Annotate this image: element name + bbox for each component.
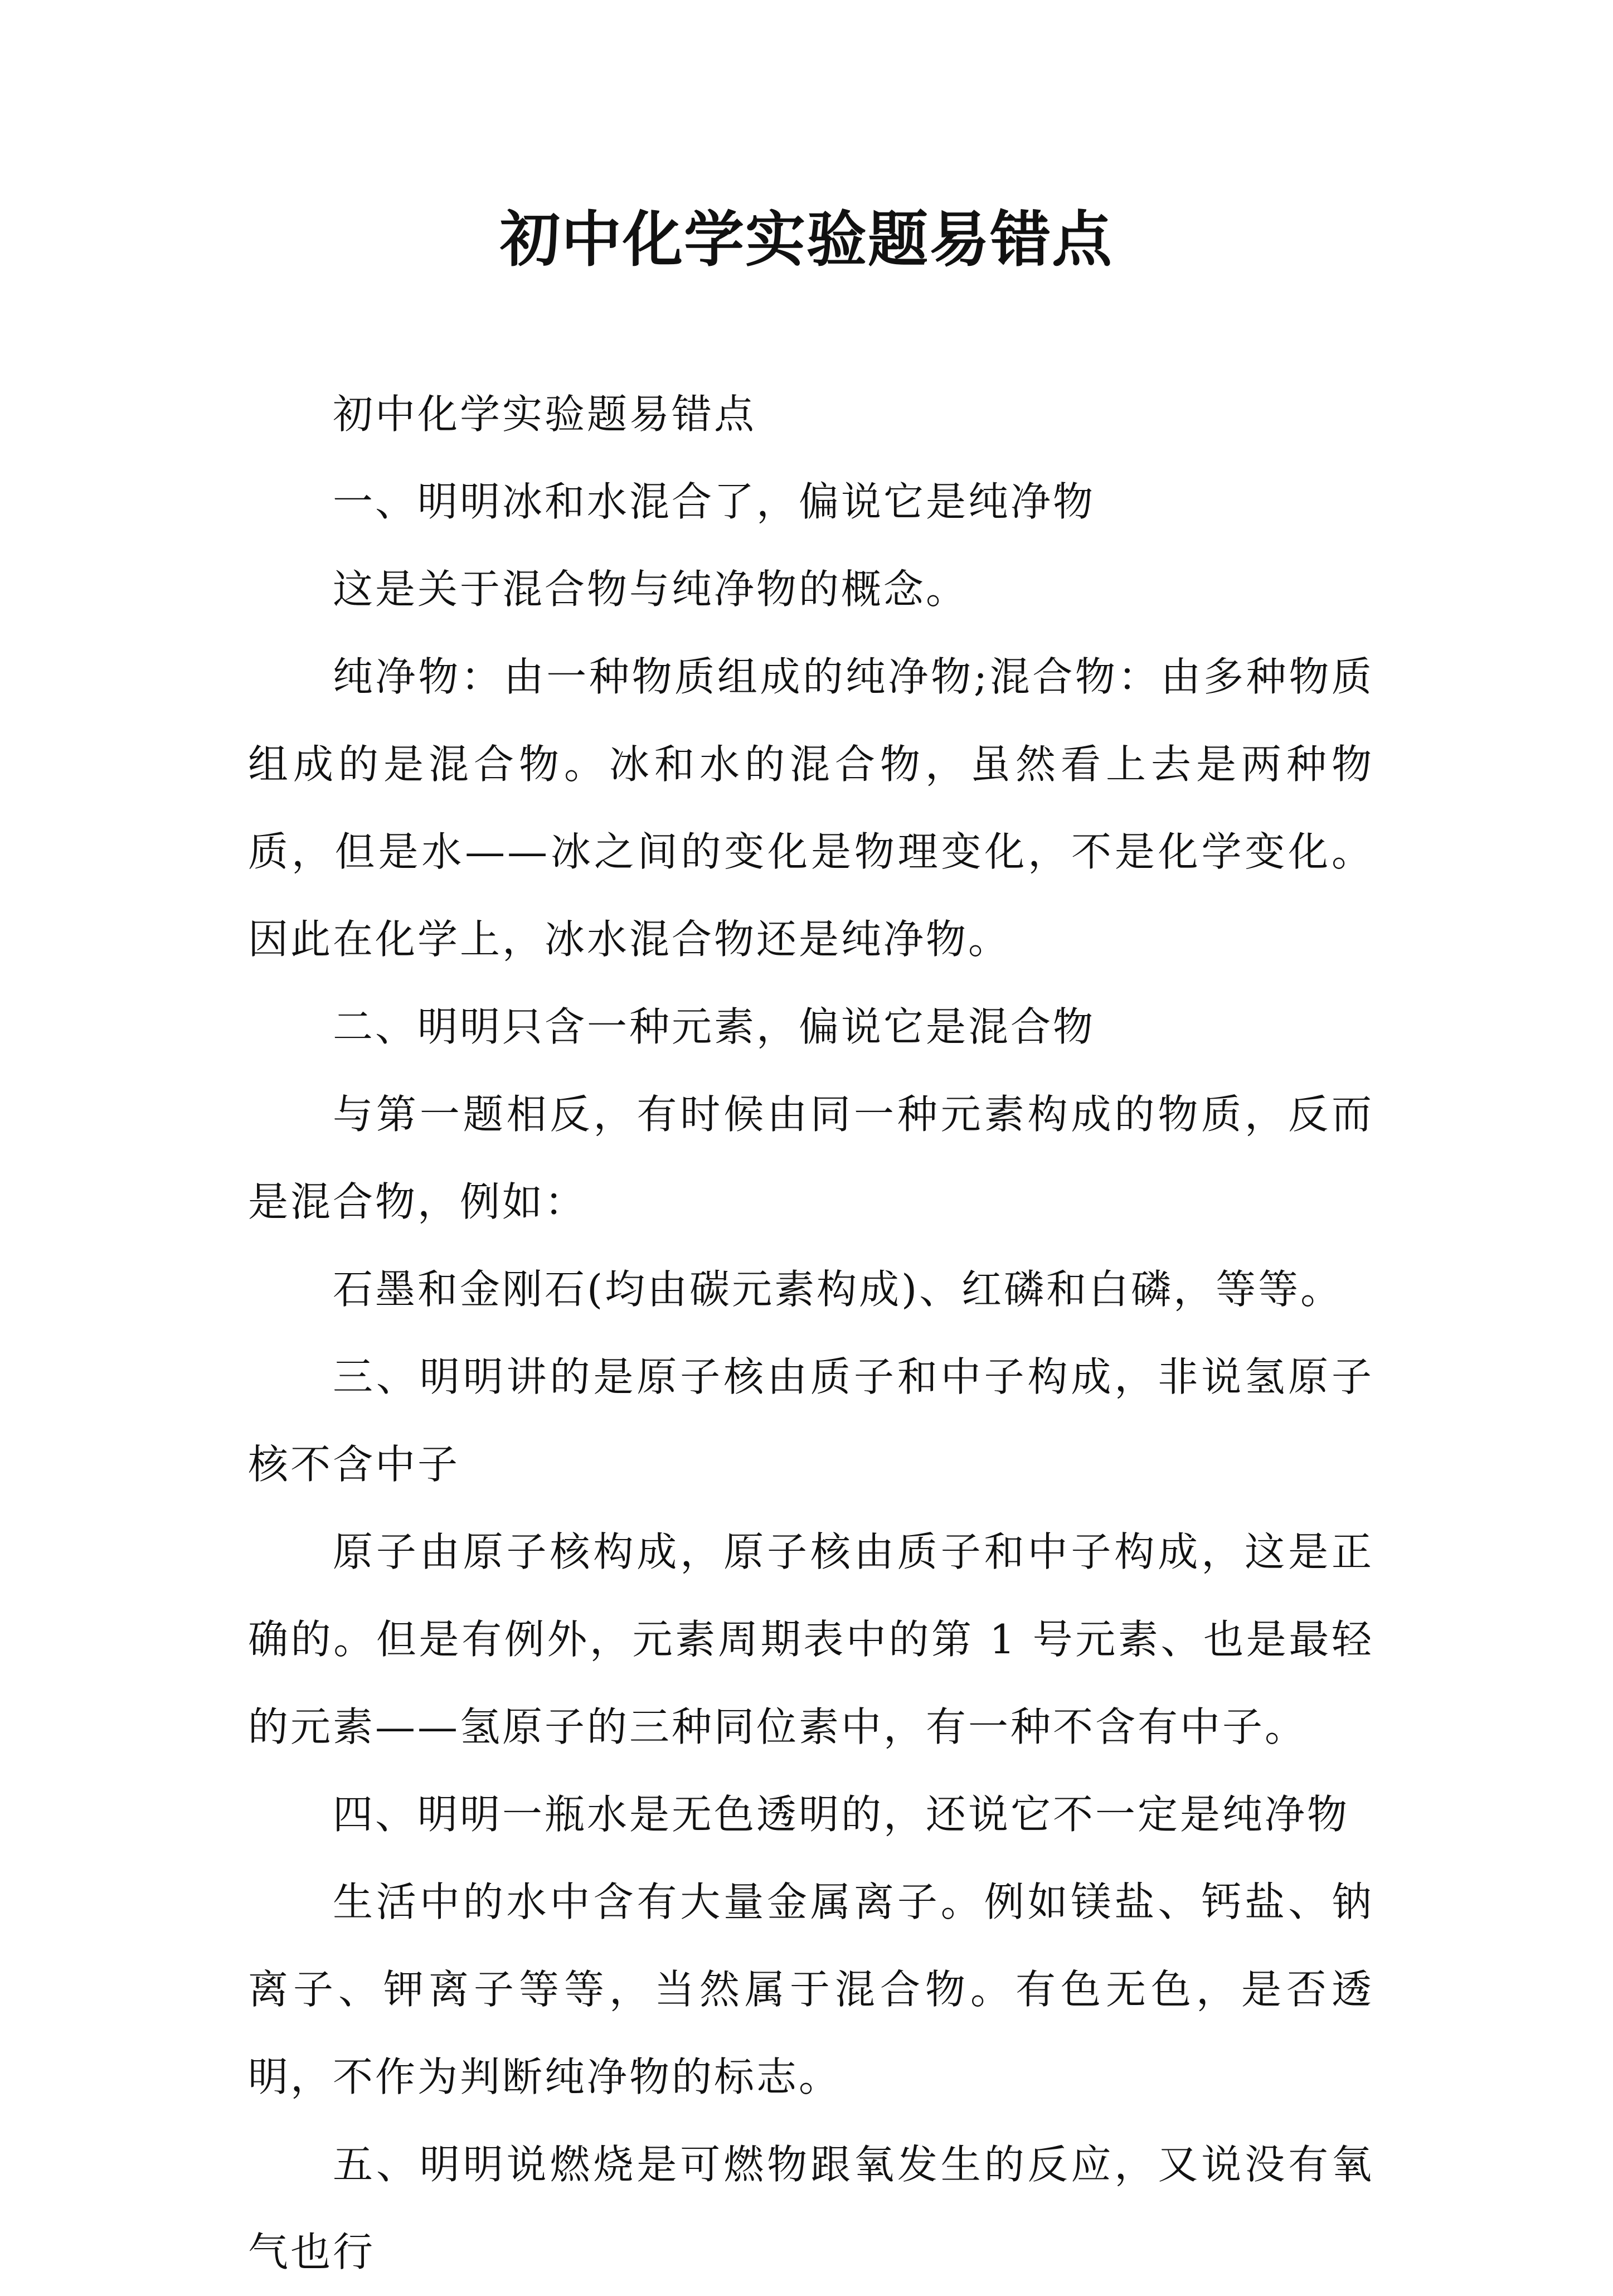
paragraph-heading: 初中化学实验题易错点 xyxy=(333,391,757,438)
paragraph-section-1-body: 纯净物：由一种物质组成的纯净物;混合物：由多种物质组成的是混合物。冰和水的混合物，虽然看上去是两种物质，但是水——冰之间的变化是物理变化，不是化学变化。因此在化学上，冰水混合物还是纯净物。 xyxy=(248,653,1374,963)
paragraph-section-3-body: 原子由原子核构成，原子核由质子和中子构成，这是正确的。但是有例外，元素周期表中的第 1 号元素、也是最轻的元素——氢原子的三种同位素中，有一种不含有中子。 xyxy=(248,1528,1374,1750)
document-title: 初中化学实验题易错点 xyxy=(499,205,1113,275)
paragraph-section-3-title: 三、明明讲的是原子核由质子和中子构成，非说氢原子核不含中子 xyxy=(248,1353,1374,1488)
document-body xyxy=(248,371,1374,2296)
paragraph-section-2-body: 与第一题相反，有时候由同一种元素构成的物质，反而是混合物，例如： xyxy=(248,1091,1374,1225)
paragraph-section-4-body: 生活中的水中含有大量金属离子。例如镁盐、钙盐、钠离子、钾离子等等，当然属于混合物。有色无色，是否透明，不作为判断纯净物的标志。 xyxy=(248,1878,1374,2100)
paragraph-section-2-examples: 石墨和金刚石(均由碳元素构成)、红磷和白磷，等等。 xyxy=(333,1266,1343,1313)
paragraph-section-1-intro: 这是关于混合物与纯净物的概念。 xyxy=(333,566,969,613)
paragraph-section-4-title: 四、明明一瓶水是无色透明的，还说它不一定是纯净物 xyxy=(333,1791,1350,1838)
paragraph-section-2-title: 二、明明只含一种元素，偏说它是混合物 xyxy=(333,1003,1096,1050)
paragraph-section-5-title: 五、明明说燃烧是可燃物跟氧发生的反应，又说没有氧气也行 xyxy=(248,2141,1374,2275)
paragraph-section-1-title: 一、明明冰和水混合了，偏说它是纯净物 xyxy=(333,478,1096,525)
